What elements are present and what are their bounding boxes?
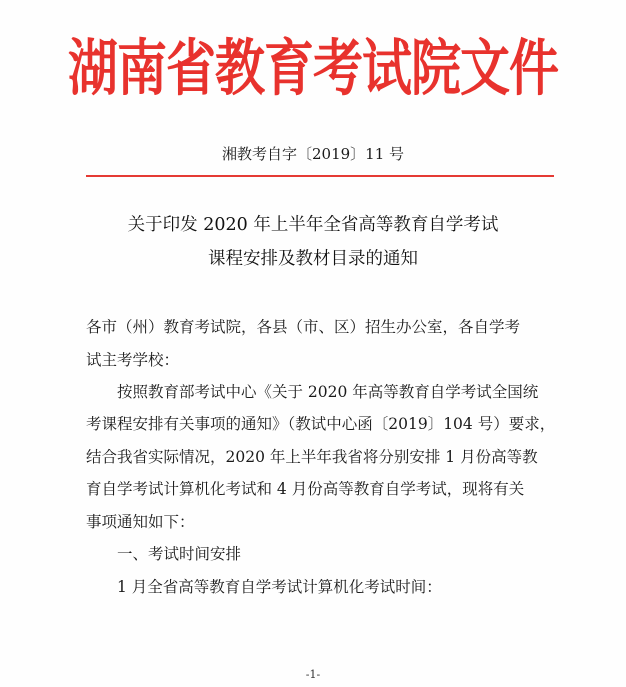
page-number: -1-	[305, 668, 321, 681]
notice-title-line-2: 课程安排及教材目录的通知	[208, 249, 418, 269]
document-number: 湘教考自字〔2019〕11 号	[221, 145, 405, 163]
recipient-line-2: 试主考学校：	[86, 351, 180, 369]
body-paragraph-line-2: 考课程安排有关事项的通知》（教试中心函〔2019〕104 号）要求，	[86, 415, 556, 433]
masthead-title: 湖南省教育考试院文件	[68, 32, 558, 104]
notice-title-line-1: 关于印发 2020 年上半年全省高等教育自学考试	[127, 215, 499, 235]
section-line: 1 月全省高等教育自学考试计算机化考试时间：	[117, 578, 442, 596]
red-divider	[86, 175, 554, 177]
body-paragraph-line-3: 结合我省实际情况，2020 年上半年我省将分别安排 1 月份高等教	[86, 448, 538, 466]
body-paragraph-line-4: 育自学考试计算机化考试和 4 月份高等教育自学考试，现将有关	[86, 480, 525, 498]
recipient-line-1: 各市（州）教育考试院，各县（市、区）招生办公室，各自学考	[86, 318, 521, 336]
body-paragraph-line-1: 按照教育部考试中心《关于 2020 年高等教育自学考试全国统	[117, 383, 539, 401]
section-heading: 一、考试时间安排	[117, 545, 242, 563]
body-paragraph-line-5: 事项通知如下：	[86, 513, 195, 531]
